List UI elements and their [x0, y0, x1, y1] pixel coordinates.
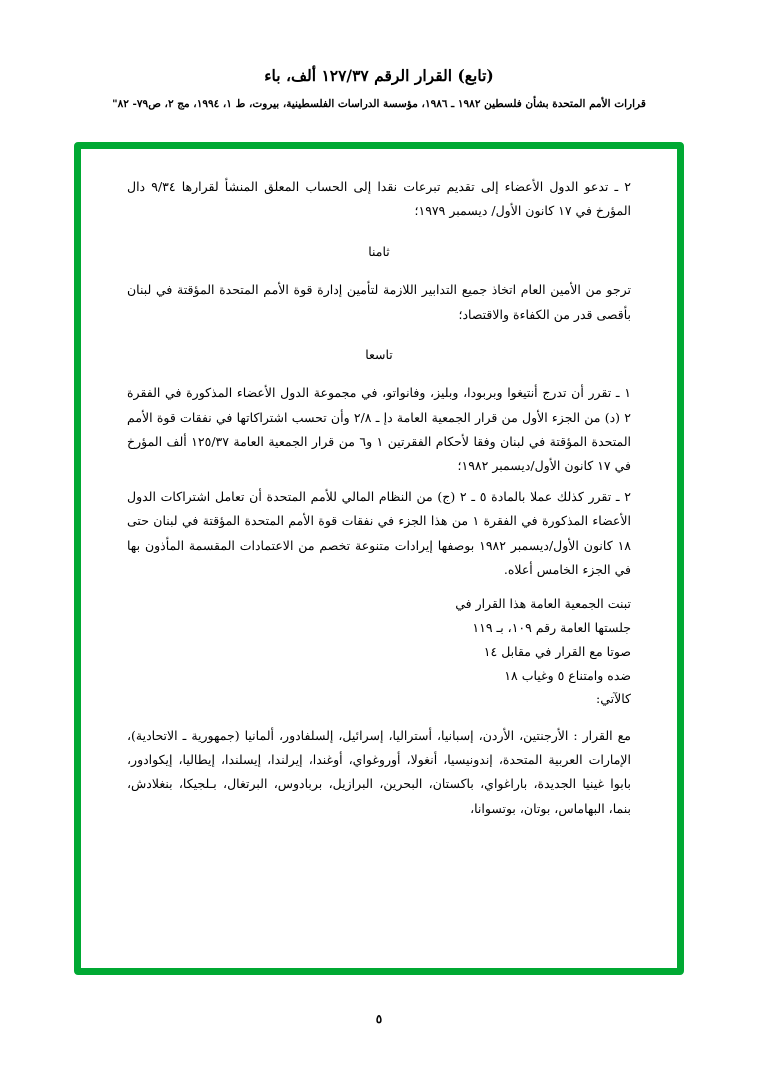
vote-tally-line: ضده وامتناع ٥ وغياب ١٨: [504, 667, 631, 683]
vote-tally: [127, 592, 631, 711]
section-heading: تاسعا: [365, 346, 393, 362]
document-body: [81, 175, 677, 968]
section-heading: ثامنا: [368, 243, 390, 259]
vote-tally-line: كالآتي:: [596, 691, 631, 707]
page-title: (تابع) القرار الرقم ١٢٧/٣٧ ألف، باء: [264, 66, 494, 85]
green-border-frame: [74, 142, 684, 975]
paragraph-text: ١ ـ تقرر أن تدرج أنتيغوا وبربودا، وبليز، وفانواتو، في مجموعة الدول الأعضاء المذكورة في الفقرة ٢ (د) من الجزء الأول من قرار الجمعية العامة دإ ـ ٢/٨ وأن تحسب اشتراكاتها في نفقات قوة الأمم المتحدة المؤقتة في لبنان وفقا لأحكام الفقرتين ١ و٦ من قرار الجمعية العامة ١٢٥/٣٧ ألف المؤرخ في ١٧ كانون الأول/ديسمبر ١٩٨٢؛: [127, 385, 631, 474]
resolution-paragraph: [127, 381, 631, 479]
document-source-citation: قرارات الأمم المتحدة بشأن فلسطين ١٩٨٢ ـ ١٩٨٦، مؤسسة الدراسات الفلسطينية، بيروت، ط ١، ١٩٩٤، مج ٢، ص٧٩- ٨٢": [112, 98, 646, 111]
votes-in-favour-countries: الأرجنتين، الأردن، إسبانيا، أستراليا، إسرائيل، إلسلفادور، ألمانيا (جمهورية ـ الاتحادية)، الإمارات العربية المتحدة، إندونيسيا، أنغولا، أوروغواي، أوغندا، إيرلندا، إيسلندا، إيطاليا، إيكوادور، بابوا غينيا الجديدة، باراغواي، باكستان، البحرين، البرازيل، بربادوس، البرتغال، بـلجيكا، بنغلادش، بنما، البهاماس، بوتان، بوتسوانا،: [127, 727, 631, 816]
paragraph-text: ٢ ـ تقرر كذلك عملا بالمادة ٥ ـ ٢ (ج) من النظام المالي للأمم المتحدة أن تعامل اشتراكات الدول الأعضاء المذكورة في الفقرة ١ من هذا الجزء في نفقات قوة الأمم المتحدة المؤقتة في لبنان حتى ١٨ كانون الأول/ديسمبر ١٩٨٢ بوصفها إيرادات متنوعة تخصم من الاعتمادات المقسمة المأذون بها في الجزء الخامس أعلاه.: [127, 488, 632, 577]
votes-in-favour-label: مع القرار :: [573, 727, 631, 743]
resolution-paragraph: [127, 278, 631, 327]
document-header: [0, 66, 758, 112]
vote-tally-line: جلستها العامة رقم ١٠٩، بـ ١١٩: [472, 620, 631, 635]
vote-tally-line: صوتا مع القرار في مقابل ١٤: [483, 643, 631, 659]
page-number: ٥: [375, 1012, 383, 1026]
paragraph-text: ترجو من الأمين العام اتخاذ جميع التدابير اللازمة لتأمين إدارة قوة الأمم المتحدة المؤقتة في لبنان بأقصى قدر من الكفاءة والاقتصاد؛: [127, 282, 631, 322]
votes-in-favour-section: [127, 724, 631, 822]
votes-in-favour-row: [127, 724, 631, 822]
resolution-paragraph: [127, 175, 631, 224]
paragraph-text: ٢ ـ تدعو الدول الأعضاء إلى تقديم تبرعات نقدا إلى الحساب المعلق المنشأ لقرارها ٩/٣٤ دال المؤرخ في ١٧ كانون الأول/ ديسمبر ١٩٧٩؛: [127, 179, 631, 219]
resolution-paragraph: [127, 485, 631, 583]
vote-tally-line: تبنت الجمعية العامة هذا القرار في: [455, 596, 631, 612]
